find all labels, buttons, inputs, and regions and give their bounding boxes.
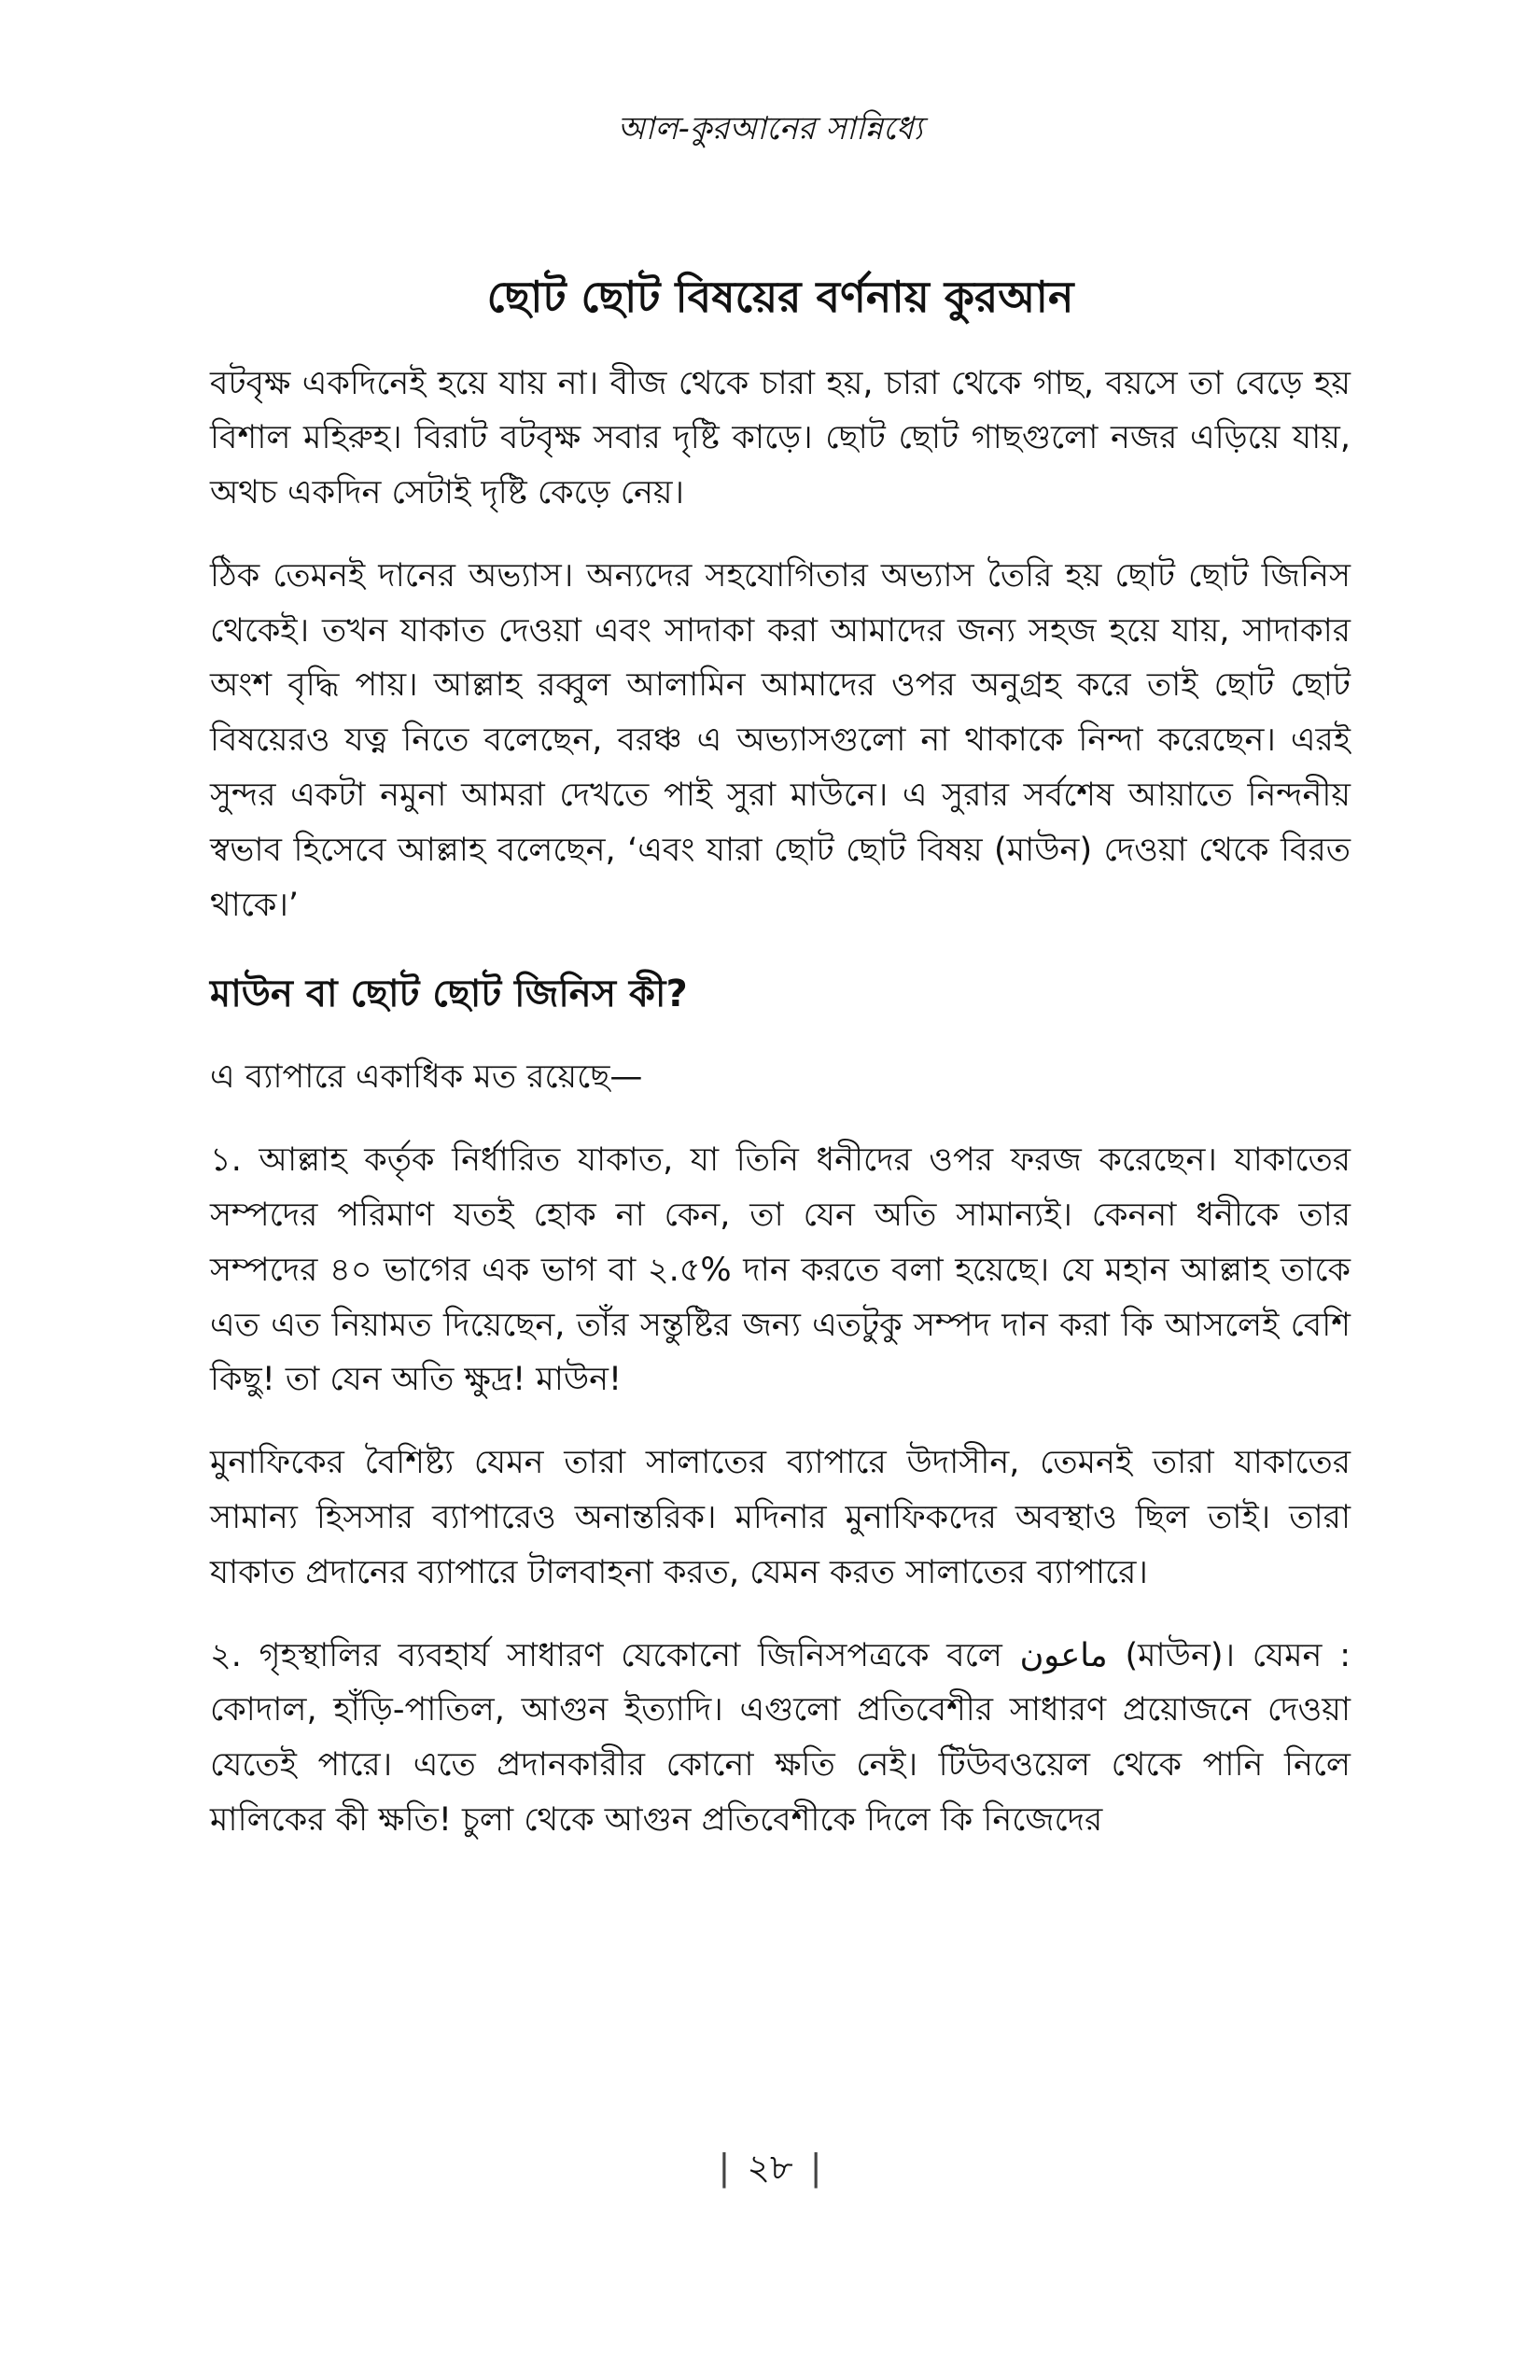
section-intro: এ ব্যাপারে একাধিক মত রয়েছে— <box>210 1058 643 1097</box>
point-2-text-end: (মাউন)। যেমন : কোদাল, হাঁড়ি-পাতিল, আগুন ইত্যাদি। এগুলো প্রতিবেশীর সাধারণ প্রয়োজনে দেওয়া যেতেই পারে। এতে প্রদানকারীর কোনো ক্ষতি নেই। টিউবওয়েল থেকে পানি নিলে মালিকের কী ক্ষতি! চুলা থেকে আগুন প্রতিবেশীকে দিলে কি নিজেদের <box>210 1636 1351 1840</box>
page-content <box>210 271 1351 1876</box>
point-1-zakat: ১. আল্লাহ কর্তৃক নির্ধারিত যাকাত, যা তিনি ধনীদের ওপর ফরজ করেছেন। যাকাতের সম্পদের পরিমাণ যতই হোক না কেন, তা যেন অতি সামান্যই। কেননা ধনীকে তার সম্পদের ৪০ ভাগের এক ভাগ বা ২.৫% দান করতে বলা হয়েছে। যে মহান আল্লাহ তাকে এত এত নিয়ামত দিয়েছেন, তাঁর সন্তুষ্টির জন্য এতটুকু সম্পদ দান করা কি আসলেই বেশি কিছু! তা যেন অতি ক্ষুদ্র! মাউন! <box>210 1141 1351 1399</box>
page-number-right-bar: | <box>809 2147 822 2188</box>
point-1-followup: মুনাফিকের বৈশিষ্ট্য যেমন তারা সালাতের ব্যাপারে উদাসীন, তেমনই তারা যাকাতের সামান্য হিসসার ব্যাপারেও অনান্তরিক। মদিনার মুনাফিকদের অবস্থাও ছিল তাই। তারা যাকাত প্রদানের ব্যাপারে টালবাহনা করত, যেমন করত সালাতের ব্যাপারে। <box>210 1444 1351 1591</box>
paragraph-banyan-tree: বটবৃক্ষ একদিনেই হয়ে যায় না। বীজ থেকে চারা হয়, চারা থেকে গাছ, বয়সে তা বেড়ে হয় বিশাল মহিরুহ। বিরাট বটবৃক্ষ সবার দৃষ্টি কাড়ে। ছোট ছোট গাছগুলো নজর এড়িয়ে যায়, অথচ একদিন সেটাই দৃষ্টি কেড়ে নেয়। <box>210 364 1351 512</box>
paragraph-charity-habit: ঠিক তেমনই দানের অভ্যাস। অন্যদের সহযোগিতার অভ্যাস তৈরি হয় ছোট ছোট জিনিস থেকেই। তখন যাকাত দেওয়া এবং সাদাকা করা আমাদের জন্য সহজ হয়ে যায়, সাদাকার অংশ বৃদ্ধি পায়। আল্লাহ রব্বুল আলামিন আমাদের ওপর অনুগ্রহ করে তাই ছোট ছোট বিষয়েরও যত্ন নিতে বলেছেন, বরঞ্চ এ অভ্যাসগুলো না থাকাকে নিন্দা করেছেন। এরই সুন্দর একটা নমুনা আমরা দেখতে পাই সুরা মাউনে। এ সুরার সর্বশেষ আয়াতে নিন্দনীয় স্বভাব হিসেবে আল্লাহ বলেছেন, ‘এবং যারা ছোট ছোট বিষয় (মাউন) দেওয়া থেকে বিরত থাকে।’ <box>210 556 1351 924</box>
point-2-household-items <box>210 1629 1351 1848</box>
page-number <box>0 2147 1540 2190</box>
point-2-text-start: ২. গৃহস্থালির ব্যবহার্য সাধারণ যেকোনো জিনিসপত্রকে বলে <box>210 1636 1002 1674</box>
arabic-word-maun: ماعون <box>1019 1636 1108 1674</box>
page-number-left-bar: | <box>718 2147 731 2188</box>
section-heading: মাউন বা ছোট ছোট জিনিস কী? <box>210 973 688 1016</box>
running-header: আল-কুরআনের সান্নিধ্যে <box>617 110 923 147</box>
chapter-title: ছোট ছোট বিষয়ের বর্ণনায় কুরআন <box>486 272 1074 322</box>
page-number-value: ২৮ <box>747 2147 793 2188</box>
